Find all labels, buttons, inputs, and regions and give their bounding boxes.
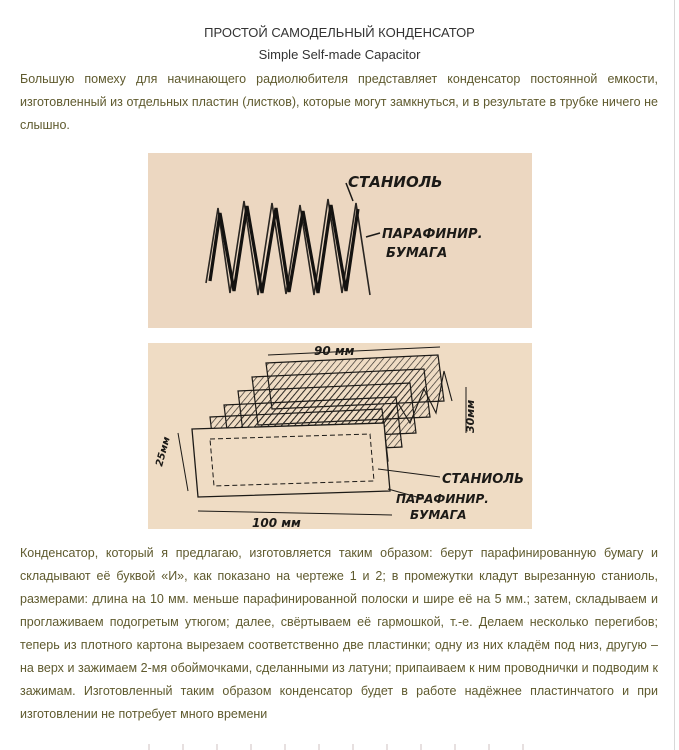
figure-zigzag-diagram <box>148 153 532 328</box>
paper-leader-line <box>366 233 380 237</box>
body-paragraph: Конденсатор, который я предлагаю, изготовляется таким образом: берут парафинированную бумагу и складывают её буквой «И», как показано на чертеже 1 и 2; в промежутки кладут вырезанную станиоль, размерами: длина на 10 мм. меньше парафинированной полоски и шире её на 5 мм.; затем, складываем и проглаживаем подогретым утюгом; далее, свёртываем её гармошкой, т.-е. Делаем несколько перегибов; теперь из плотного картона вырезаем соответственно две пластинки; одну из них кладём под низ, другую – на верх и зажимаем 2-мя обоймочками, сделанными из латуни; припаиваем к ним проводнички и подводим к зажимам. Изготовленный таким образом конденсатор будет в работе надёжнее пластинчатого и при изготовлении не потребует много времени <box>20 546 658 721</box>
dim-bottom-line <box>198 511 392 515</box>
fig1-paper-label-2: БУМАГА <box>386 246 448 261</box>
fig2-foil-label: СТАНИОЛЬ <box>442 472 524 487</box>
article-title: ПРОСТОЙ САМОДЕЛЬНЫЙ КОНДЕНСАТОР <box>204 25 475 40</box>
page-border <box>674 0 675 750</box>
fig2-paper-label-2: БУМАГА <box>410 508 467 522</box>
front-paper-sheet <box>192 423 390 497</box>
decorative-dots <box>148 744 528 750</box>
accordion-drawing <box>148 343 532 529</box>
dim-left-label: 25мм <box>154 435 173 468</box>
dim-left-line <box>178 433 188 491</box>
dim-right-label: 30мм <box>464 399 477 433</box>
article-subtitle: Simple Self-made Capacitor <box>258 47 421 62</box>
dim-top-label: 90 мм <box>314 344 355 358</box>
zigzag-drawing <box>148 153 532 328</box>
fig2-paper-label-1: ПАРАФИНИР. <box>396 492 489 506</box>
figure-accordion-diagram <box>148 343 532 529</box>
dim-bottom-label: 100 мм <box>252 516 301 529</box>
fig1-paper-label-1: ПАРАФИНИР. <box>382 227 483 242</box>
fig1-foil-label: СТАНИОЛЬ <box>348 173 443 191</box>
intro-paragraph: Большую помеху для начинающего радиолюбителя представляет конденсатор постоянной емкости, изготовленный из отдельных пластин (листков), которые могут замкнуться, и в результате в трубке ничего не слышно. <box>20 72 658 132</box>
